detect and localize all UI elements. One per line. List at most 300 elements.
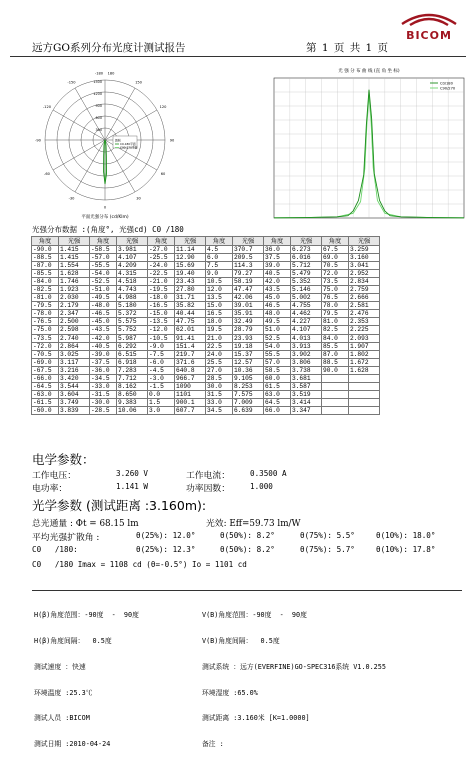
table-cell: 67.5 bbox=[322, 246, 349, 254]
polar-angle-label: 0 bbox=[103, 205, 107, 210]
power-value: 1.141 W bbox=[116, 482, 149, 491]
table-cell: -75.0 bbox=[32, 326, 59, 334]
table-cell: 6.292 bbox=[117, 342, 148, 350]
table-cell: 55.5 bbox=[264, 350, 291, 358]
footer-h-step: H(β)角度间隔： 0.5度 bbox=[34, 636, 112, 645]
table-cell: 5.479 bbox=[291, 270, 322, 278]
intensity-line-chart bbox=[270, 62, 466, 224]
table-cell: 25.5 bbox=[206, 358, 233, 366]
table-cell: -88.5 bbox=[32, 254, 59, 262]
table-cell bbox=[322, 382, 349, 390]
footer-temp: 环境温度 :25.3℃ bbox=[34, 688, 93, 697]
table-cell: 28.79 bbox=[233, 326, 264, 334]
table-cell: -84.0 bbox=[32, 278, 59, 286]
table-cell: 4.013 bbox=[291, 334, 322, 342]
table-header-cell: 光强 bbox=[117, 237, 148, 246]
polar-legend-label: C90-270平面 bbox=[120, 145, 138, 150]
table-row bbox=[32, 398, 380, 406]
table-cell: 5.180 bbox=[117, 302, 148, 310]
table-cell: 1.415 bbox=[59, 246, 90, 254]
table-cell: 23.43 bbox=[175, 278, 206, 286]
beam-angle-50: θ(50%): 8.2° bbox=[220, 531, 275, 540]
table-cell: 5.575 bbox=[117, 318, 148, 326]
table-cell: 900.1 bbox=[175, 398, 206, 406]
table-cell: 45.0 bbox=[264, 294, 291, 302]
table-cell: 52.5 bbox=[264, 334, 291, 342]
table-cell: 3.981 bbox=[117, 246, 148, 254]
table-cell: 78.0 bbox=[322, 302, 349, 310]
table-cell: -19.5 bbox=[148, 286, 175, 294]
electrical-heading: 电学参数： bbox=[32, 452, 95, 467]
table-cell: -57.0 bbox=[90, 254, 117, 262]
table-cell: 3.160 bbox=[349, 254, 380, 262]
table-cell: 3.259 bbox=[349, 246, 380, 254]
table-cell: 2.030 bbox=[59, 294, 90, 302]
table-cell bbox=[349, 374, 380, 382]
table-cell: 219.7 bbox=[175, 350, 206, 358]
table-cell: 4.5 bbox=[206, 246, 233, 254]
table-cell: 7.575 bbox=[233, 390, 264, 398]
table-cell: 4.988 bbox=[117, 294, 148, 302]
table-cell: -49.5 bbox=[90, 294, 117, 302]
table-cell: 371.6 bbox=[175, 358, 206, 366]
footer-date: 测试日期 :2010-04-24 bbox=[34, 740, 111, 749]
table-cell: 19.40 bbox=[175, 270, 206, 278]
logo-text: BICOM bbox=[406, 29, 452, 42]
table-cell: -60.0 bbox=[32, 406, 59, 414]
table-cell: 3.839 bbox=[59, 406, 90, 414]
table-cell: 1.628 bbox=[349, 366, 380, 374]
table-row bbox=[32, 294, 380, 302]
table-cell: 3.913 bbox=[291, 342, 322, 350]
polar-spoke bbox=[105, 110, 157, 140]
table-cell: 4.315 bbox=[117, 270, 148, 278]
table-cell: 31.5 bbox=[206, 390, 233, 398]
line-chart-title: 光 强 分 布 曲 线 (直 角 坐 标) bbox=[338, 69, 400, 74]
table-cell: 3.117 bbox=[59, 358, 90, 366]
table-cell: 4.518 bbox=[117, 278, 148, 286]
table-cell: 40.5 bbox=[264, 270, 291, 278]
table-cell: 35.91 bbox=[233, 310, 264, 318]
table-cell: -66.0 bbox=[32, 374, 59, 382]
polar-angle-label: 30 bbox=[136, 196, 141, 201]
table-cell: -36.0 bbox=[90, 366, 117, 374]
c0-label: C0 /180: bbox=[32, 545, 78, 554]
table-cell: 2.093 bbox=[349, 334, 380, 342]
table-cell: 7.283 bbox=[117, 366, 148, 374]
efficacy: 光效: Eff=59.73 lm/W bbox=[206, 519, 301, 529]
beam-angle-75: θ(75%): 5.5° bbox=[300, 531, 355, 540]
c0-angle-50: θ(50%): 8.2° bbox=[220, 545, 275, 554]
current-label: 工作电流： bbox=[186, 471, 230, 481]
table-cell: 5.752 bbox=[117, 326, 148, 334]
table-cell: 7.009 bbox=[233, 398, 264, 406]
table-cell: 4.743 bbox=[117, 286, 148, 294]
power-factor-label: 功率因数： bbox=[186, 484, 230, 494]
table-header-cell: 光强 bbox=[291, 237, 322, 246]
table-cell: -16.5 bbox=[148, 302, 175, 310]
table-cell: -54.0 bbox=[90, 270, 117, 278]
table-header-cell: 角度 bbox=[206, 237, 233, 246]
c0-angle-25: θ(25%): 12.3° bbox=[136, 545, 196, 554]
table-cell: -67.5 bbox=[32, 366, 59, 374]
table-cell: 84.0 bbox=[322, 334, 349, 342]
table-cell: 61.5 bbox=[264, 382, 291, 390]
footer-v-step: V(B)角度间隔： 0.5度 bbox=[202, 636, 280, 645]
table-cell: 12.90 bbox=[175, 254, 206, 262]
table-cell: 88.5 bbox=[322, 358, 349, 366]
table-cell: 6.515 bbox=[117, 350, 148, 358]
table-cell: 15.0 bbox=[206, 302, 233, 310]
table-cell: 10.06 bbox=[117, 406, 148, 414]
table-cell: 63.0 bbox=[264, 390, 291, 398]
table-cell: 8.650 bbox=[117, 390, 148, 398]
table-cell: 24.0 bbox=[206, 350, 233, 358]
polar-tick-label: 1200 bbox=[93, 92, 102, 96]
footer-divider bbox=[32, 590, 462, 591]
table-cell: -87.0 bbox=[32, 262, 59, 270]
table-cell: 1.802 bbox=[349, 350, 380, 358]
table-cell: 51.0 bbox=[264, 326, 291, 334]
table-cell: 6.0 bbox=[206, 254, 233, 262]
table-cell: 79.5 bbox=[322, 310, 349, 318]
table-cell: 70.5 bbox=[322, 262, 349, 270]
table-cell: 40.44 bbox=[175, 310, 206, 318]
table-cell: -30.0 bbox=[90, 398, 117, 406]
table-cell: 370.7 bbox=[233, 246, 264, 254]
table-cell: -6.0 bbox=[148, 358, 175, 366]
footer-distance: 测试距离 :3.160米 [K=1.0000] bbox=[202, 714, 310, 723]
table-cell: 0.0 bbox=[148, 390, 175, 398]
table-cell: 3.0 bbox=[148, 406, 175, 414]
table-cell: 12.0 bbox=[206, 286, 233, 294]
table-cell: 2.347 bbox=[59, 310, 90, 318]
table-cell: 16.5 bbox=[206, 310, 233, 318]
table-cell: 47.47 bbox=[233, 286, 264, 294]
table-cell: -15.0 bbox=[148, 310, 175, 318]
table-cell: -82.5 bbox=[32, 286, 59, 294]
table-cell: 1.554 bbox=[59, 262, 90, 270]
table-cell: 2.225 bbox=[349, 326, 380, 334]
table-cell: -33.0 bbox=[90, 382, 117, 390]
table-cell: 4.227 bbox=[291, 318, 322, 326]
table-header-cell: 角度 bbox=[32, 237, 59, 246]
table-row bbox=[32, 374, 380, 382]
polar-angle-label: -90 bbox=[35, 138, 41, 143]
page-number: 第 1 页 共 1 页 bbox=[306, 42, 390, 54]
total-flux: 总光通量 : Φt = 68.15 lm bbox=[32, 519, 139, 529]
table-cell bbox=[349, 382, 380, 390]
table-cell: 30.0 bbox=[206, 382, 233, 390]
table-cell: 11.14 bbox=[175, 246, 206, 254]
table-cell: 13.5 bbox=[206, 294, 233, 302]
table-cell: 209.5 bbox=[233, 254, 264, 262]
table-cell bbox=[349, 390, 380, 398]
table-header-cell: 光强 bbox=[59, 237, 90, 246]
table-cell: -79.5 bbox=[32, 302, 59, 310]
table-cell: -21.0 bbox=[148, 278, 175, 286]
table-cell: 966.7 bbox=[175, 374, 206, 382]
table-cell: 15.69 bbox=[175, 262, 206, 270]
beam-angle-10: θ(10%): 18.0° bbox=[376, 531, 436, 540]
polar-legend-label: C0-180平面 bbox=[120, 142, 136, 146]
polar-tick-label: 1500 bbox=[93, 80, 102, 84]
table-cell: 3.347 bbox=[291, 406, 322, 414]
header-divider bbox=[10, 56, 466, 57]
table-cell: 5.712 bbox=[291, 262, 322, 270]
footer-speed: 测试速度 ：快速 bbox=[34, 662, 86, 671]
table-cell: 2.500 bbox=[59, 318, 90, 326]
table-cell: 82.5 bbox=[322, 326, 349, 334]
current-value: 0.3500 A bbox=[250, 469, 287, 478]
table-cell: 19.18 bbox=[233, 342, 264, 350]
polar-spoke bbox=[53, 140, 105, 170]
footer-left bbox=[34, 594, 139, 757]
table-header-cell: 角度 bbox=[90, 237, 117, 246]
polar-angle-label: 120 bbox=[159, 105, 167, 109]
table-cell bbox=[322, 374, 349, 382]
table-row bbox=[32, 366, 380, 374]
table-cell: 1.907 bbox=[349, 342, 380, 350]
table-cell: 58.19 bbox=[233, 278, 264, 286]
table-row bbox=[32, 390, 380, 398]
table-cell: -52.5 bbox=[90, 278, 117, 286]
table-cell: 2.353 bbox=[349, 318, 380, 326]
table-cell: 1.628 bbox=[59, 270, 90, 278]
table-cell: 39.0 bbox=[264, 262, 291, 270]
table-cell: -90.0 bbox=[32, 246, 59, 254]
table-row bbox=[32, 286, 380, 294]
table-cell: 42.0 bbox=[264, 278, 291, 286]
table-cell: -27.0 bbox=[148, 246, 175, 254]
table-cell: -73.5 bbox=[32, 334, 59, 342]
table-cell: 33.0 bbox=[206, 398, 233, 406]
table-row bbox=[32, 310, 380, 318]
beam-angle-25: θ(25%): 12.0° bbox=[136, 531, 196, 540]
table-cell: 3.544 bbox=[59, 382, 90, 390]
table-cell bbox=[349, 406, 380, 414]
table-cell: 3.216 bbox=[59, 366, 90, 374]
table-cell: 6.918 bbox=[117, 358, 148, 366]
table-cell: 6.016 bbox=[291, 254, 322, 262]
table-cell: 640.8 bbox=[175, 366, 206, 374]
table-cell: 66.0 bbox=[264, 406, 291, 414]
table-cell: 19.5 bbox=[206, 326, 233, 334]
table-cell: -7.5 bbox=[148, 350, 175, 358]
table-cell: 9.383 bbox=[117, 398, 148, 406]
table-cell: 46.5 bbox=[264, 302, 291, 310]
table-cell: 3.604 bbox=[59, 390, 90, 398]
table-cell: -37.5 bbox=[90, 358, 117, 366]
table-cell: -1.5 bbox=[148, 382, 175, 390]
table-cell: -46.5 bbox=[90, 310, 117, 318]
table-cell: -31.5 bbox=[90, 390, 117, 398]
table-cell: 1.923 bbox=[59, 286, 90, 294]
table-cell: 18.0 bbox=[206, 318, 233, 326]
table-cell: 58.5 bbox=[264, 366, 291, 374]
power-factor-value: 1.000 bbox=[250, 482, 273, 491]
table-cell: 54.0 bbox=[264, 342, 291, 350]
table-cell: 42.06 bbox=[233, 294, 264, 302]
table-cell: 5.372 bbox=[117, 310, 148, 318]
polar-legend-label: 图例 bbox=[115, 138, 121, 143]
table-cell: 3.420 bbox=[59, 374, 90, 382]
table-cell: 76.5 bbox=[322, 294, 349, 302]
table-cell: 27.0 bbox=[206, 366, 233, 374]
polar-angle-label: 90 bbox=[169, 138, 175, 143]
table-cell: -55.5 bbox=[90, 262, 117, 270]
table-cell: 3.681 bbox=[291, 374, 322, 382]
table-cell: 85.5 bbox=[322, 342, 349, 350]
table-cell: 91.41 bbox=[175, 334, 206, 342]
table-row bbox=[32, 382, 380, 390]
table-cell: 4.107 bbox=[291, 326, 322, 334]
table-cell: 48.0 bbox=[264, 310, 291, 318]
report-title: 远方GO系列分布光度计测试报告 bbox=[32, 42, 186, 54]
table-cell: 4.755 bbox=[291, 302, 322, 310]
table-cell: 35.82 bbox=[175, 302, 206, 310]
polar-spoke bbox=[53, 110, 105, 140]
table-cell: -39.0 bbox=[90, 350, 117, 358]
table-cell: 2.740 bbox=[59, 334, 90, 342]
footer-humidity: 环境湿度 :65.0% bbox=[202, 688, 258, 697]
table-cell: 2.864 bbox=[59, 342, 90, 350]
voltage-value: 3.260 V bbox=[116, 469, 149, 478]
footer-h-range: H(β)角度范围：-90度 - 90度 bbox=[34, 611, 139, 620]
table-cell: 75.0 bbox=[322, 286, 349, 294]
table-cell: -13.5 bbox=[148, 318, 175, 326]
polar-tick-label: 300 bbox=[95, 128, 102, 132]
table-cell: 8.162 bbox=[117, 382, 148, 390]
distribution-data-label: 光强分布数据 :(角度°, 光强cd) C0 /180 bbox=[32, 225, 184, 234]
table-cell: 2.834 bbox=[349, 278, 380, 286]
table-cell: 12.57 bbox=[233, 358, 264, 366]
table-cell: 90.0 bbox=[322, 366, 349, 374]
table-cell: -25.5 bbox=[148, 254, 175, 262]
table-row bbox=[32, 406, 380, 414]
table-cell: 1.5 bbox=[148, 398, 175, 406]
table-cell: 10.5 bbox=[206, 278, 233, 286]
polar-angle-label: -180 bbox=[94, 71, 104, 76]
table-cell: -81.0 bbox=[32, 294, 59, 302]
table-row bbox=[32, 318, 380, 326]
polar-angle-label: -120 bbox=[42, 105, 52, 109]
table-row bbox=[32, 326, 380, 334]
table-cell: -63.0 bbox=[32, 390, 59, 398]
table-cell: 3.738 bbox=[291, 366, 322, 374]
table-cell bbox=[349, 398, 380, 406]
table-cell: 114.3 bbox=[233, 262, 264, 270]
table-cell: -85.5 bbox=[32, 270, 59, 278]
table-cell: 2.581 bbox=[349, 302, 380, 310]
bicom-logo bbox=[388, 8, 470, 42]
table-cell: 31.71 bbox=[175, 294, 206, 302]
table-cell: 9.105 bbox=[233, 374, 264, 382]
table-cell: 6.639 bbox=[233, 406, 264, 414]
table-header-cell: 光强 bbox=[175, 237, 206, 246]
footer-operator: 测试人员 :BICOM bbox=[34, 714, 90, 723]
table-cell: 2.666 bbox=[349, 294, 380, 302]
table-cell: 57.0 bbox=[264, 358, 291, 366]
table-cell: 2.952 bbox=[349, 270, 380, 278]
polar-spoke bbox=[75, 140, 105, 192]
power-label: 电功率： bbox=[32, 484, 68, 494]
table-cell: -42.0 bbox=[90, 334, 117, 342]
table-cell: 23.93 bbox=[233, 334, 264, 342]
polar-angle-label: -150 bbox=[67, 80, 76, 85]
imax-line: C0 /180 Imax = 1108 cd (θ=-0.5°) Io = 1101 cd bbox=[32, 560, 247, 569]
footer-system: 测试系统 ：远方(EVERFINE)GO-SPEC316系统 V1.0.255 bbox=[202, 662, 386, 671]
polar-tick-label: 900 bbox=[95, 104, 102, 108]
table-cell: 15.37 bbox=[233, 350, 264, 358]
intensity-data-table bbox=[31, 236, 380, 415]
table-cell: 1090 bbox=[175, 382, 206, 390]
voltage-label: 工作电压： bbox=[32, 471, 76, 481]
table-cell: 1.672 bbox=[349, 358, 380, 366]
legend-label: C90/270 bbox=[440, 86, 456, 91]
table-row bbox=[32, 254, 380, 262]
table-cell: 72.0 bbox=[322, 270, 349, 278]
polar-footer: 平面光强分布 (cd/Klm) bbox=[81, 215, 129, 220]
polar-angle-label: -30 bbox=[68, 196, 75, 201]
table-row bbox=[32, 262, 380, 270]
table-cell: 3.519 bbox=[291, 390, 322, 398]
table-row bbox=[32, 342, 380, 350]
table-cell: -69.0 bbox=[32, 358, 59, 366]
table-cell bbox=[322, 398, 349, 406]
table-cell: 10.36 bbox=[233, 366, 264, 374]
c0-angle-75: θ(75%): 5.7° bbox=[300, 545, 355, 554]
table-cell: -58.5 bbox=[90, 246, 117, 254]
table-cell: -76.5 bbox=[32, 318, 59, 326]
table-cell: 3.902 bbox=[291, 350, 322, 358]
table-cell: -48.0 bbox=[90, 302, 117, 310]
table-cell: -28.5 bbox=[90, 406, 117, 414]
table-header-cell: 光强 bbox=[349, 237, 380, 246]
table-row bbox=[32, 278, 380, 286]
table-cell: -70.5 bbox=[32, 350, 59, 358]
polar-tick-label: 600 bbox=[95, 116, 102, 120]
table-cell: 3.414 bbox=[291, 398, 322, 406]
footer-remark: 备注 : bbox=[202, 740, 224, 749]
table-cell: 47.75 bbox=[175, 318, 206, 326]
table-cell: 151.4 bbox=[175, 342, 206, 350]
table-cell: -12.0 bbox=[148, 326, 175, 334]
table-row bbox=[32, 270, 380, 278]
table-cell: 5.146 bbox=[291, 286, 322, 294]
table-cell: 2.476 bbox=[349, 310, 380, 318]
table-cell: 28.5 bbox=[206, 374, 233, 382]
table-cell: -40.5 bbox=[90, 342, 117, 350]
table-cell: 2.759 bbox=[349, 286, 380, 294]
table-cell bbox=[322, 406, 349, 414]
table-row bbox=[32, 302, 380, 310]
table-cell: 3.025 bbox=[59, 350, 90, 358]
table-cell: 4.107 bbox=[117, 254, 148, 262]
optical-heading: 光学参数 (测试距离 :3.160m): bbox=[32, 498, 207, 513]
c0-angle-10: θ(10%): 17.8° bbox=[376, 545, 436, 554]
table-cell: 4.209 bbox=[117, 262, 148, 270]
table-cell: -34.5 bbox=[90, 374, 117, 382]
table-cell: 3.041 bbox=[349, 262, 380, 270]
table-row bbox=[32, 246, 380, 254]
table-cell: 9.0 bbox=[206, 270, 233, 278]
polar-angle-label: 150 bbox=[135, 80, 142, 85]
footer-v-range: V(B)角度范围：-90度 - 90度 bbox=[202, 611, 307, 620]
table-cell: 8.253 bbox=[233, 382, 264, 390]
table-header-cell: 角度 bbox=[322, 237, 349, 246]
table-cell: 62.01 bbox=[175, 326, 206, 334]
